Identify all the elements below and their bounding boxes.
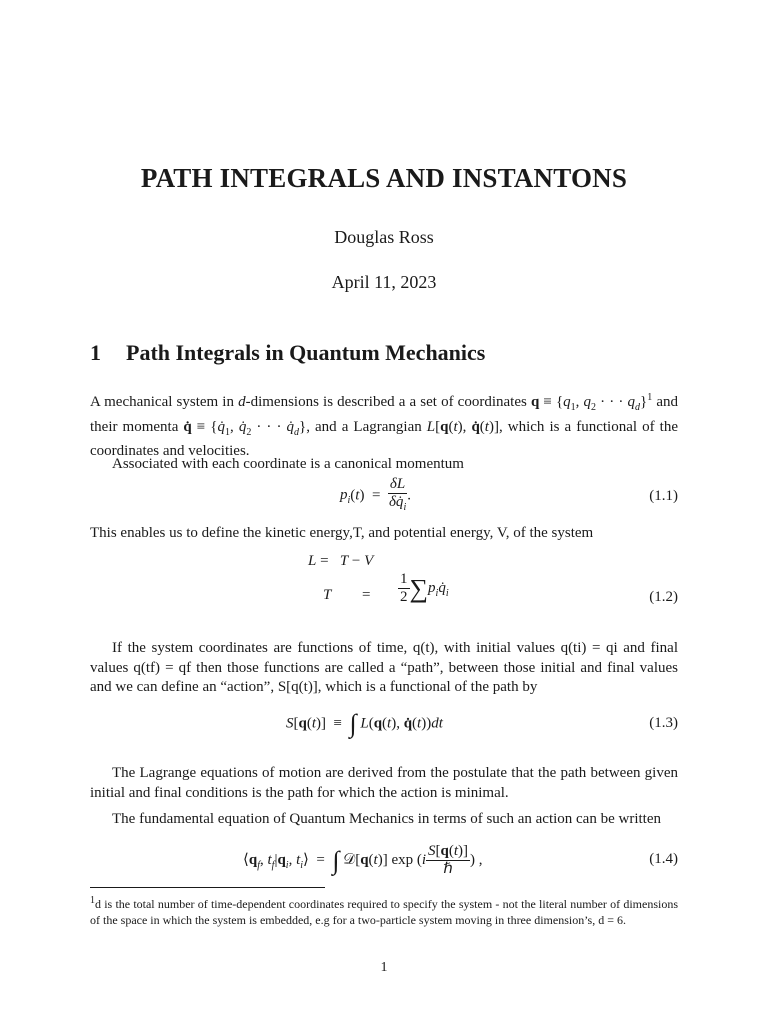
paragraph-energy: This enables us to define the kinetic energy,T, and potential energy, V, of the system [90,525,594,541]
paragraph-quantum: The fundamental equation of Quantum Mechanics in terms of such an action can be written [112,811,661,827]
text-run: , and a Lagrangian [306,418,427,435]
paper-title: PATH INTEGRALS AND INSTANTONS [140,163,628,193]
equation-1-2: L = T − V T = $\frac{1}{2}$ $\sum p_iq̇_i$ (1.2) [308,553,678,605]
paragraph-lagrange: The Lagrange equations of motion are derived from the postulate that the path between given initial and final conditions is the path for which the action is minimal. [90,765,678,801]
equation-number: (1.2) [649,589,678,605]
footnote: $^1$d is the total number of time-dependent coordinates required to specify the system - not the literal number of dimensions of the space in which the system is embedded, e.g for a two-particle system moving in three dimension’s, d = 6. [90,895,678,927]
equation-number: (1.1) [649,488,678,504]
paragraph-intro: A mechanical system in d-dimensions is described a a set of coordinates $q \equiv \{q_1$, $q_2$ · · · $q_d\}^1$ and their momenta q̇ ≡ {$q̇_1$, $q̇_2$ · · · $q̇_d$}, and a Lagrangian L[q(t), q̇(t)], which is a functional of the coordinates and velocities. [90,392,678,459]
section-heading [90,340,485,366]
text-run: , which is a functional of the coordinates and velocities. [90,418,678,459]
section-title: Path Integrals in Quantum Mechanics [126,340,486,365]
section-number: 1 [90,340,101,365]
equation-1-4: $⟨q_f$, $t_f|q_i$, $t_i⟩$ = ∫ 𝒟[q(t)] exp (i $\frac{S[q(t)]}{\text{ℏ}}$ ) , (1.4) [243,843,678,877]
equation-1-3: S[q(t)] ≡ ∫ L(q(t), q̇(t))dt (1.3) [286,709,678,738]
paragraph-momentum: Associated with each coordinate is a canonical momentum [112,456,464,472]
equation-number: (1.3) [649,715,678,731]
paper-date: April 11, 2023 [331,272,437,292]
text-run: -dimensions is described a a set of coordinates [245,394,531,410]
equation-1-1: $p_i(t)$ = $\frac{\delta L}{\delta q̇_i}$ . (1.1) [340,476,678,513]
footnote-rule [90,887,325,888]
equation-number: (1.4) [649,851,678,867]
text-run: A mechanical system in [90,394,239,410]
paragraph-path: If the system coordinates are functions of time, q(t), with initial values q(ti) = qi and final values q(tf) = qf then those functions are called a “path”, between those initial and final values and we can define an “action”, S[q(t)], which is a functional of the path by [90,640,678,695]
author-name: Douglas Ross [334,227,434,247]
page-number: 1 [380,960,388,975]
footnote-text: d is the total number of time-dependent coordinates required to specify the system - not the literal number of dimensions of the space in which the system is embedded, e.g for a two-particle system moving in three dimension’s, d = 6. [90,897,678,927]
text-run: and their momenta [90,394,678,435]
